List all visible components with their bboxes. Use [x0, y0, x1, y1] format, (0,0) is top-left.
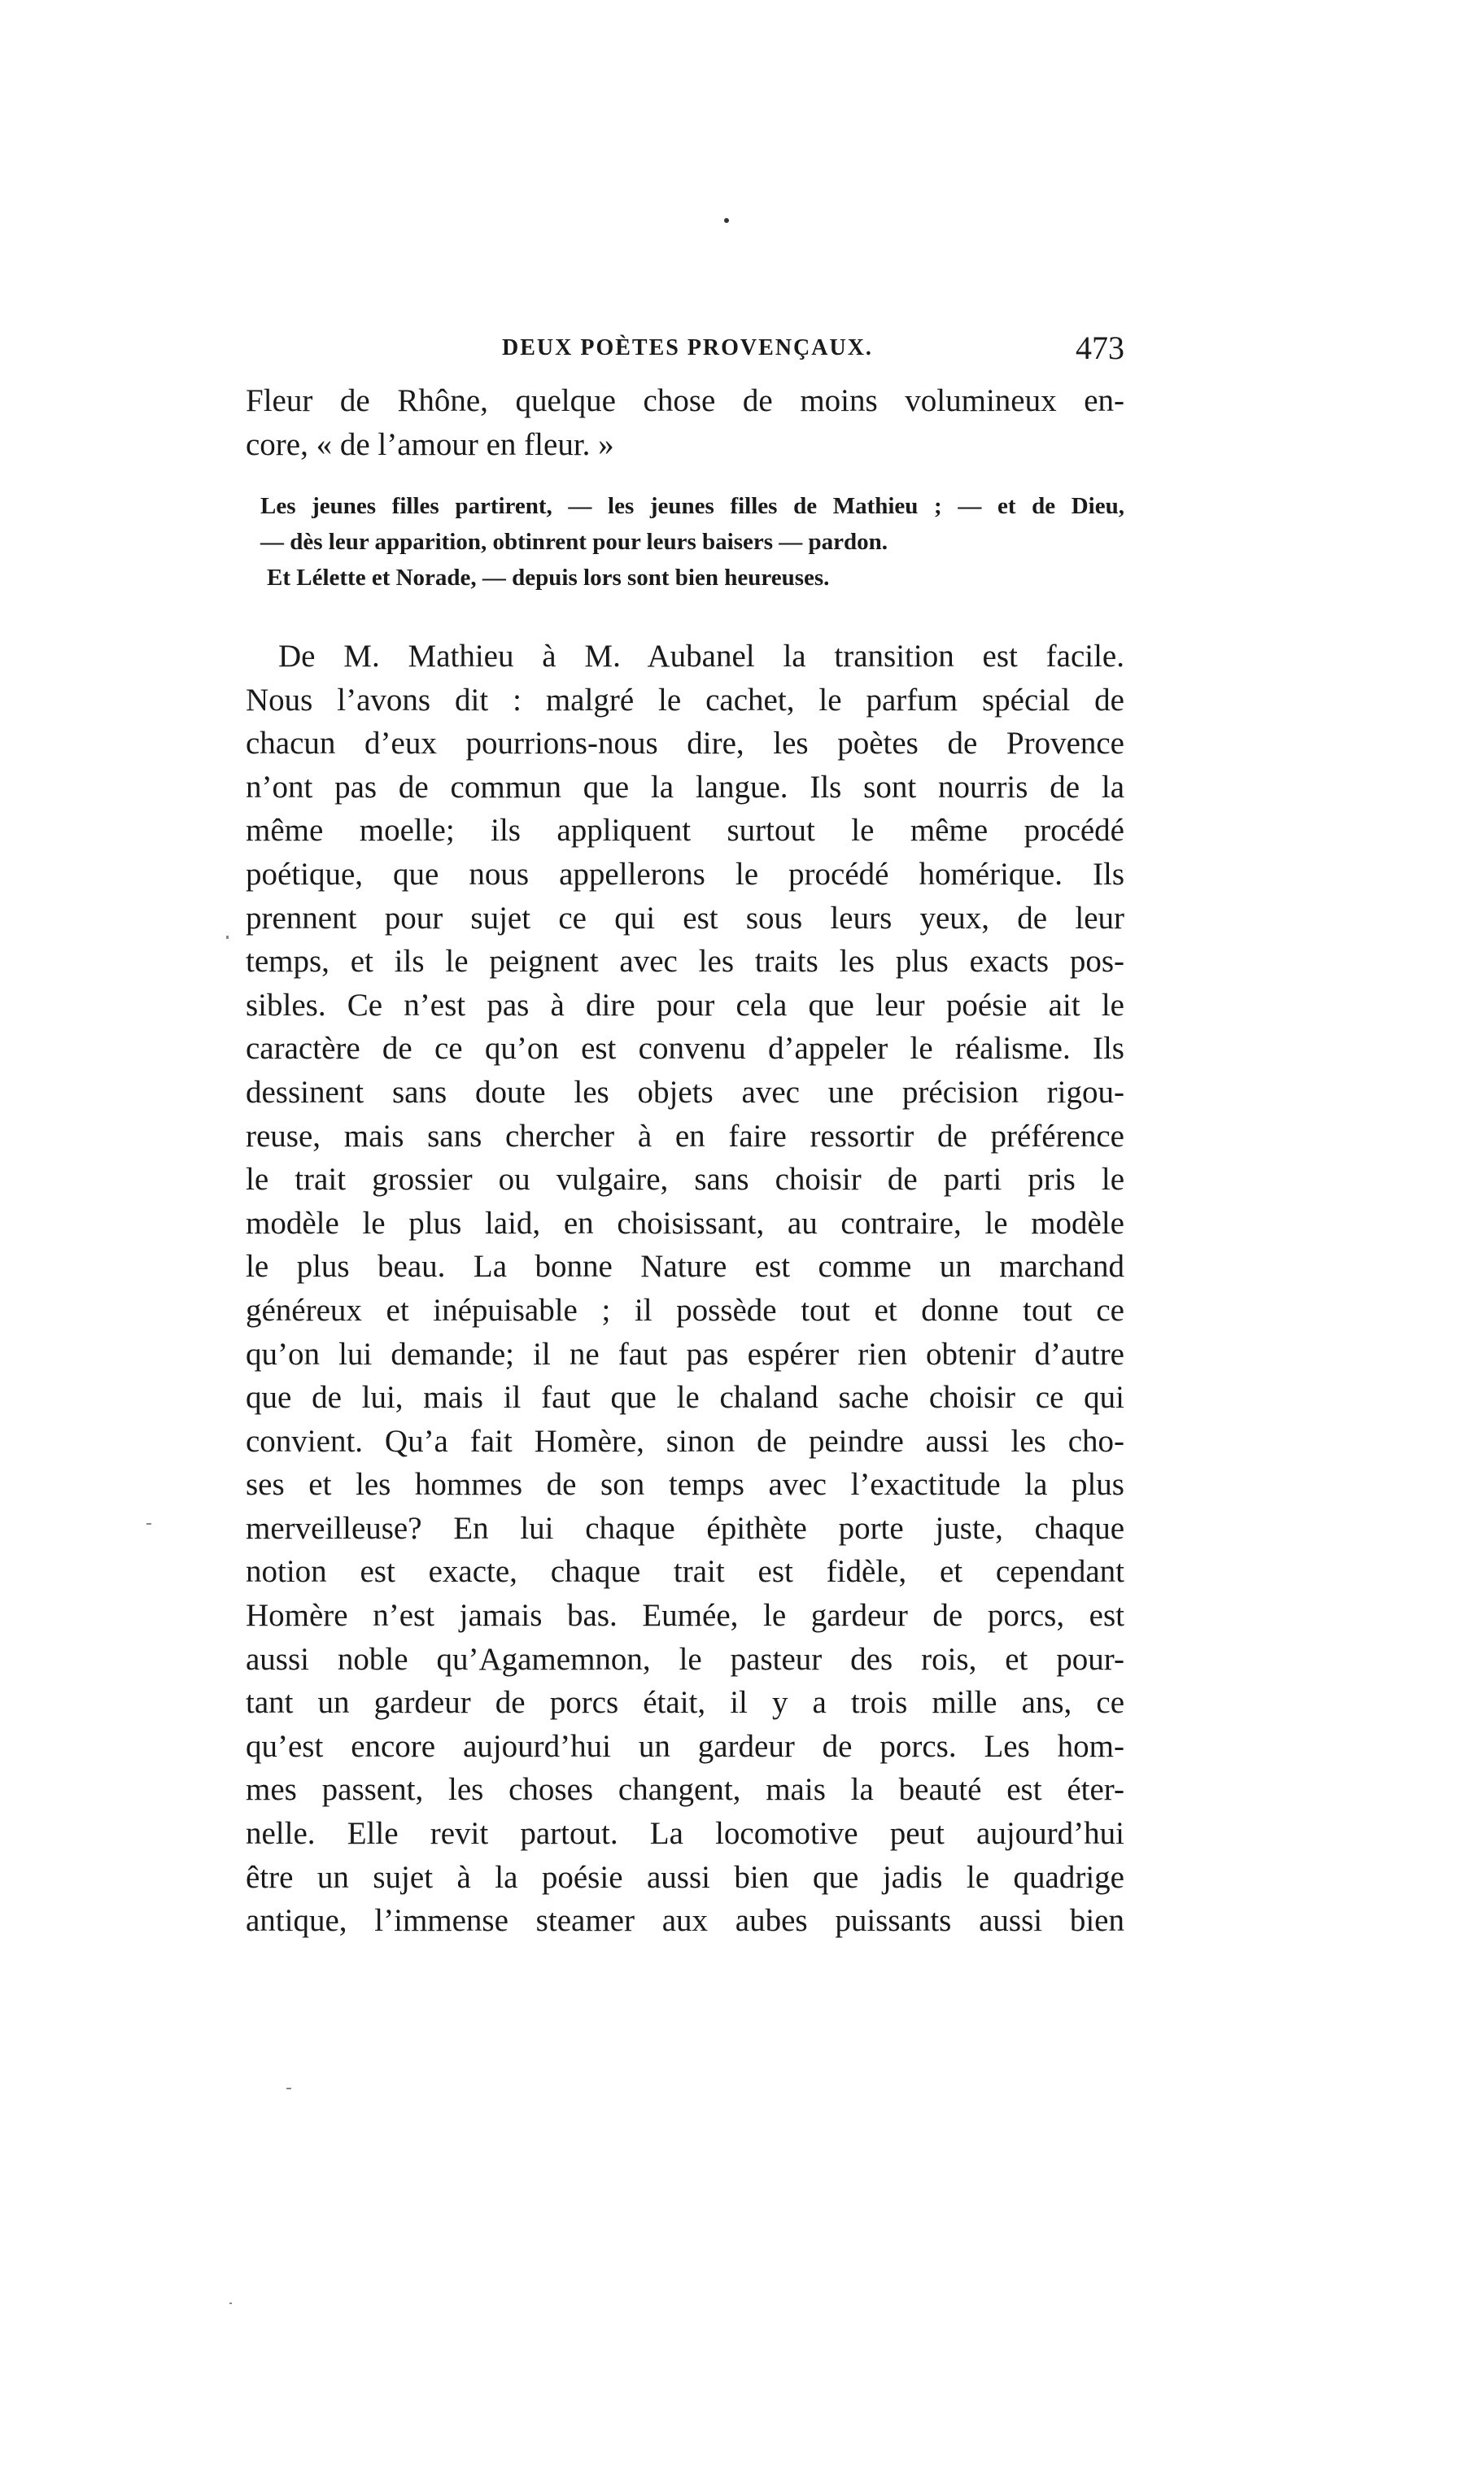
text-line: merveilleuse? En lui chaque épithète porte juste, chaque — [246, 1510, 1124, 1546]
opening-paragraph — [246, 379, 1124, 467]
text-line: Homère n’est jamais bas. Eumée, le gardeur de porcs, est — [246, 1598, 1124, 1634]
verse-quotation — [260, 488, 1124, 596]
text-line: caractère de ce qu’on est convenu d’appeler le réalisme. Ils — [246, 1031, 1124, 1067]
paper-speck — [286, 2088, 291, 2089]
text-line: core, « de l’amour en fleur. » — [246, 427, 614, 462]
text-line: antique, l’immense steamer aux aubes puissants aussi bien — [246, 1903, 1124, 1939]
text-line: que de lui, mais il faut que le chaland sache choisir ce qui — [246, 1380, 1124, 1416]
text-line: prennent pour sujet ce qui est sous leurs yeux, de leur — [246, 900, 1124, 936]
text-line: notion est exacte, chaque trait est fidèle, et cependant — [246, 1554, 1124, 1590]
text-line: mes passent, les choses changent, mais la beauté est éter- — [246, 1772, 1124, 1808]
text-line: Nous l’avons dit : malgré le cachet, le parfum spécial de — [246, 682, 1124, 718]
paper-speck — [146, 1523, 151, 1525]
text-line: convient. Qu’a fait Homère, sinon de peindre aussi les cho- — [246, 1423, 1124, 1459]
text-line: nelle. Elle revit partout. La locomotive peut aujourd’hui — [246, 1816, 1124, 1852]
text-line: le trait grossier ou vulgaire, sans choisir de parti pris le — [246, 1162, 1124, 1198]
verse-line: Les jeunes filles partirent, — les jeunes filles de Mathieu ; — et de Dieu, — [260, 493, 1124, 519]
paper-speck — [229, 2302, 232, 2304]
verse-line: Et Lélette et Norade, — depuis lors sont bien heureuses. — [267, 565, 830, 591]
text-line: même moelle; ils appliquent surtout le même procédé — [246, 813, 1124, 849]
text-line: qu’on lui demande; il ne faut pas espérer rien obtenir d’autre — [246, 1336, 1124, 1372]
text-line: De M. Mathieu à M. Aubanel la transition est facile. — [278, 639, 1124, 674]
text-line: le plus beau. La bonne Nature est comme un marchand — [246, 1249, 1124, 1285]
page-number: 473 — [1076, 330, 1124, 366]
page-header — [246, 329, 1124, 369]
text-line: n’ont pas de commun que la langue. Ils sont nourris de la — [246, 769, 1124, 805]
text-line: ses et les hommes de son temps avec l’exactitude la plus — [246, 1467, 1124, 1503]
text-line: sibles. Ce n’est pas à dire pour cela que leur poésie ait le — [246, 987, 1124, 1023]
text-line: reuse, mais sans chercher à en faire ressortir de préférence — [246, 1118, 1124, 1154]
text-line: dessinent sans doute les objets avec une précision rigou- — [246, 1074, 1124, 1110]
text-line: modèle le plus laid, en choisissant, au contraire, le modèle — [246, 1205, 1124, 1241]
body-paragraph — [246, 635, 1124, 1943]
text-line: généreux et inépuisable ; il possède tout et donne tout ce — [246, 1292, 1124, 1328]
text-line: être un sujet à la poésie aussi bien que jadis le quadrige — [246, 1859, 1124, 1895]
verse-line: — dès leur apparition, obtinrent pour leurs baisers — pardon. — [260, 529, 888, 555]
text-line: Fleur de Rhône, quelque chose de moins volumineux en- — [246, 383, 1124, 418]
text-line: poétique, que nous appellerons le procédé homérique. Ils — [246, 856, 1124, 892]
running-title: DEUX POÈTES PROVENÇAUX. — [502, 335, 873, 360]
paper-speck — [226, 936, 229, 939]
text-line: qu’est encore aujourd’hui un gardeur de porcs. Les hom- — [246, 1728, 1124, 1764]
text-line: aussi noble qu’Agamemnon, le pasteur des rois, et pour- — [246, 1641, 1124, 1677]
ink-dot — [724, 218, 729, 223]
text-line: chacun d’eux pourrions-nous dire, les poètes de Provence — [246, 726, 1124, 762]
text-line: tant un gardeur de porcs était, il y a trois mille ans, ce — [246, 1685, 1124, 1721]
text-line: temps, et ils le peignent avec les traits les plus exacts pos- — [246, 944, 1124, 980]
